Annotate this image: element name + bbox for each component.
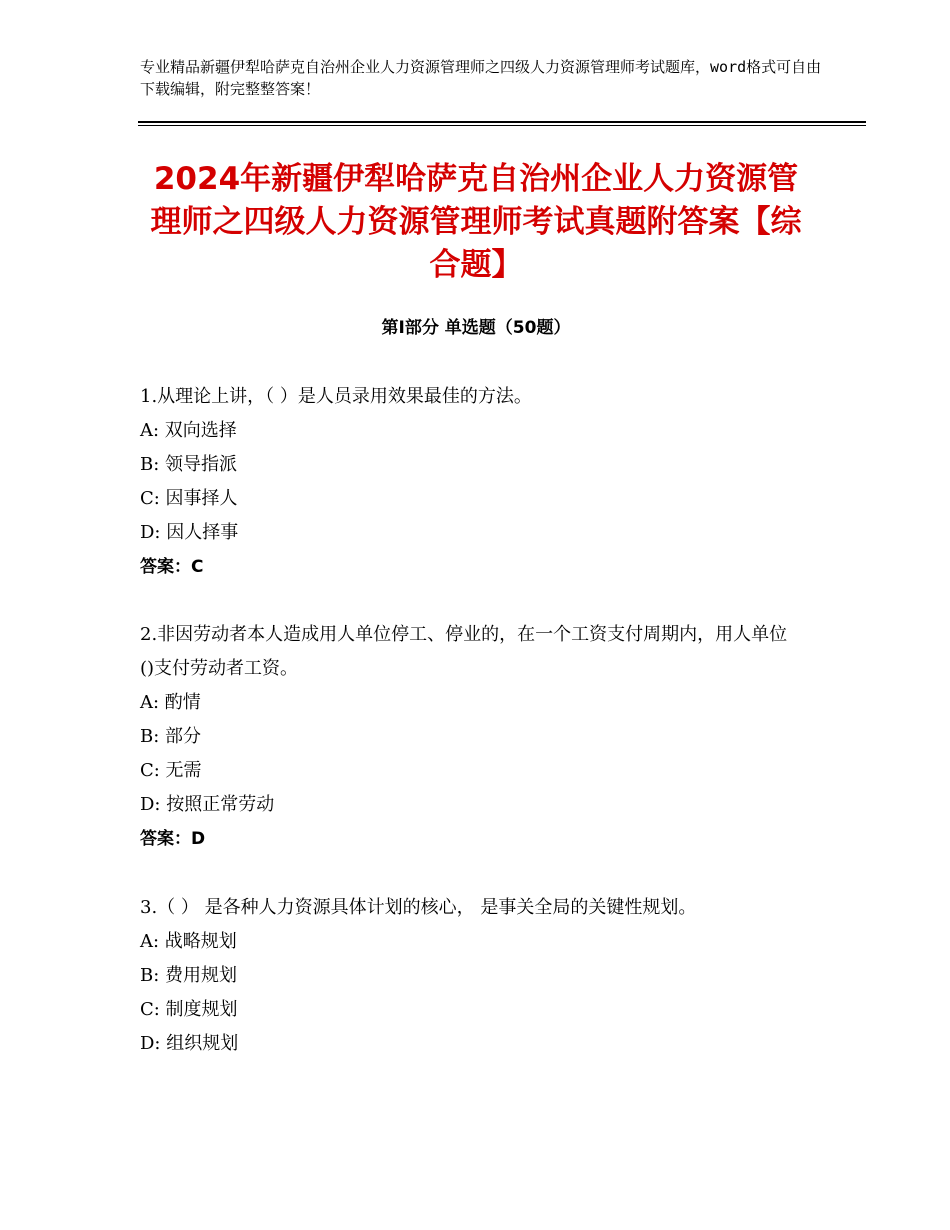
option-d: D: 组织规划 xyxy=(140,1033,239,1054)
option-b: B: 领导指派 xyxy=(140,454,238,475)
question-stem: 1.从理论上讲，（ ）是人员录用效果最佳的方法。 xyxy=(140,386,532,407)
question-1 xyxy=(140,380,790,584)
answer: 答案：D xyxy=(140,829,206,849)
option-b: B: 费用规划 xyxy=(140,965,238,986)
question-stem: 3.（ ） 是各种人力资源具体计划的核心， 是事关全局的关键性规划。 xyxy=(140,897,697,918)
option-c: C: 制度规划 xyxy=(140,999,238,1020)
option-b: B: 部分 xyxy=(140,726,202,747)
option-a: A: 酌情 xyxy=(140,692,201,713)
question-2 xyxy=(140,618,790,856)
option-d: D: 因人择事 xyxy=(140,522,239,543)
option-a: A: 战略规划 xyxy=(140,931,237,952)
option-d: D: 按照正常劳动 xyxy=(140,794,275,815)
option-c: C: 因事择人 xyxy=(140,488,238,509)
header-divider xyxy=(138,121,866,123)
question-3 xyxy=(140,891,790,1061)
section-title: 第Ⅰ部分 单选题（50题） xyxy=(381,318,571,338)
header-note: 专业精品新疆伊犁哈萨克自治州企业人力资源管理师之四级人力资源管理师考试题库，word格式可自由下载编辑，附完整整答案！ xyxy=(140,58,822,98)
answer: 答案：C xyxy=(140,557,204,577)
option-c: C: 无需 xyxy=(140,760,202,781)
header-divider-thin xyxy=(138,125,866,126)
question-stem: 2.非因劳动者本人造成用人单位停工、停业的，在一个工资支付周期内，用人单位()支付劳动者工资。 xyxy=(140,624,788,679)
option-a: A: 双向选择 xyxy=(140,420,237,441)
document-title: 2024年新疆伊犁哈萨克自治州企业人力资源管理师之四级人力资源管理师考试真题附答案【综合题】 xyxy=(150,161,802,283)
